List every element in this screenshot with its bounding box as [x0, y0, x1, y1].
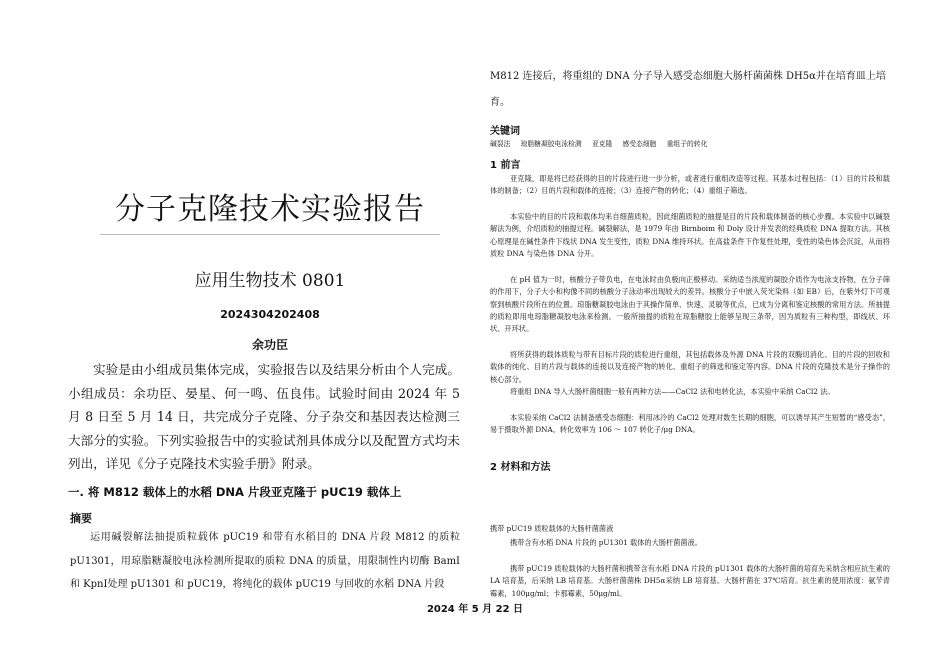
- materials-line: 携带含有水稻 DNA 片段的 pU1301 载体的大肠杆菌菌液。: [510, 538, 702, 547]
- materials-line: 携带 pUC19 质粒载体的大肠杆菌菌液: [490, 524, 614, 533]
- materials-heading: 2 材料和方法: [490, 462, 551, 473]
- preface-paragraph: 亚克隆，即是将已经获得的目的片段进行进一步分析，或者进行重组改造等过程。其基本过程包括：（1）目的片段和载体的制备；（2）目的片段和载体的连接；（3）连接产物的转化；（4）重组子筛选。: [490, 174, 890, 196]
- keyword-item: 重组子的转化: [666, 140, 708, 148]
- intro-paragraph: 实验是由小组成员集体完成，实验报告以及结果分析由个人完成。小组成员：余功臣、晏星、何一鸣、伍良伟。试验时间由 2024 年 5 月 8 日至 5 月 14 日，共完成分子克隆、分子杂交和基因表达检测三大部分的实验。下列实验报告中的实验试剂具体成分以及配置方式均未列出，详见《分子克隆技术实验手册》附录。: [68, 362, 460, 472]
- section-one-title: 一. 将 M812 载体上的水稻 DNA 片段亚克隆于 pUC19 载体上: [68, 485, 402, 499]
- materials-line: 携带 pUC19 质粒载体的大肠杆菌和携带含有水稻 DNA 片段的 pU1301 载体的大肠杆菌的培育先采纳含相应抗生素的 LA 培育基，后采纳 LB 培育基。大肠杆菌菌株 DH5α采纳 LB 培育基。大肠杆菌在 37℃培育。抗生素的使用浓度：氨苄青霉素，100μg/ml；卡那霉素，50μg/ml。: [490, 564, 890, 598]
- report-date: 2024 年 5 月 22 日: [426, 604, 524, 615]
- author-name: 余功臣: [251, 338, 288, 352]
- title-divider: [100, 234, 440, 235]
- preface-paragraph: 将重组 DNA 导入大肠杆菌细胞一般有两种方法——CaCl2 法和电转化法，本实验中采纳 CaCl2 法。: [510, 387, 835, 396]
- student-id: 2024304202408: [220, 308, 320, 321]
- preface-paragraph: 本实验中的目的片段和载体均来自细菌质粒，因此细菌质粒的抽提是目的片段和载体制备的核心步骤。本实验中以碱裂解法为例，介绍质粒的抽提过程。碱裂解法，是 1979 年由 Birnboim 和 Doly 设计并发表的经典质粒 DNA 提取方法。其核心原理是在碱性条件下线状 DNA 发生变性，质粒 DNA 维持环状。在高盐条件下作复性处理，变性的染色体会沉淀，从而将质粒 DNA 与染色体 DNA 分开。: [490, 212, 890, 258]
- keyword-item: 感受态细胞: [622, 140, 657, 148]
- abstract-heading: 摘要: [70, 512, 92, 525]
- abstract-text: 运用碱裂解法抽提质粒载体 pUC19 和带有水稻目的 DNA 片段 M812 的质粒 pU1301，用琼脂糖凝胶电泳检测所提取的质粒 DNA 的质量，用限制性内切酶 BamI和 KpnI处理 pU1301 和 pUC19，将纯化的载体 pUC19 与回收的水稻 DNA 片段: [70, 532, 460, 591]
- preface-heading: 1 前言: [490, 160, 521, 171]
- keyword-item: 琼脂糖凝胶电泳检测: [520, 140, 582, 148]
- keywords-heading: 关键词: [490, 126, 520, 137]
- keywords-list: [490, 138, 898, 148]
- keyword-item: 亚克隆: [591, 140, 613, 148]
- preface-paragraph: 在 pH 值为一时，核酸分子带负电，在电泳时由负极向正极移动。采纳适当浓度的凝胶介质作为电泳支持物，在分子筛的作用下，分子大小和构像不同的核酸分子泳动率出现较大的差异。核酸分子中嵌入荧光染料（如 EB）后，在紫外灯下可观察到核酸片段所在的位置。琼脂糖凝胶电泳由于其操作简单、快速、灵敏等优点，已成为分离和鉴定核酸的常用方法。所抽提的质粒即用电琼脂糖凝胶电泳来检测。一般所抽提的质粒在琼脂糖胶上能够呈现三条带，因为质粒有三种构型，即线状、环状、开环状。: [490, 275, 890, 334]
- keyword-item: 碱裂法: [490, 140, 511, 148]
- abstract-continuation: M812 连接后，将重组的 DNA 分子导入感受态细胞大肠杆菌菌株 DH5α并在培育皿上培育。: [490, 71, 886, 108]
- preface-paragraph: 将所获得的载体质粒与带有目标片段的质粒进行重组，其包括载体及外源 DNA 片段的双酶切消化、目的片段的回收和载体的纯化、目的片段与载体的连接以及连接产物的转化、重组子的筛选和鉴定等内容。DNA 片段的克隆技术是分子操作的核心部分。: [490, 350, 890, 384]
- preface-paragraph: 本实验采纳 CaCl2 法制备感受态细胞：利用冰冷的 CaCl2 处理对数生长期的细胞，可以诱导其产生短暂的“感受态”，易于摄取外源 DNA。转化效率为 106 ～ 107 转化子/μg DNA。: [490, 413, 890, 435]
- report-title: 分子克隆技术实验报告: [115, 192, 425, 227]
- class-name: 应用生物技术 0801: [194, 271, 346, 291]
